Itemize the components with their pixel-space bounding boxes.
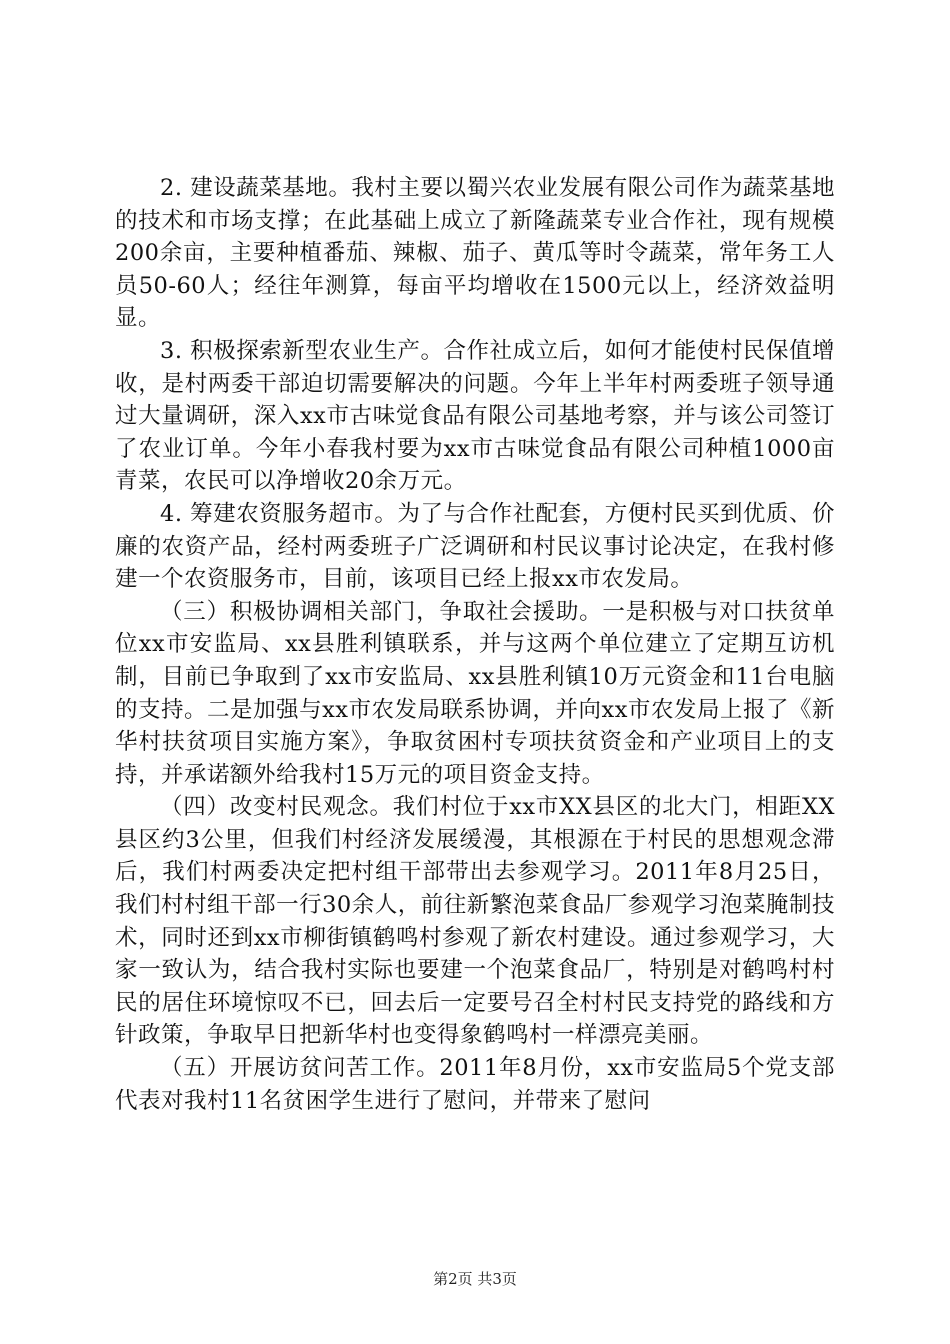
document-body	[115, 172, 835, 1117]
paragraph-vegetable-base: 2. 建设蔬菜基地。我村主要以蜀兴农业发展有限公司作为蔬菜基地的技术和市场支撑；在此基础上成立了新隆蔬菜专业合作社，现有规模200余亩，主要种植番茄、辣椒、茄子、黄瓜等时令蔬菜，常年务工人员50-60人；经往年测算，每亩平均增收在1500元以上，经济效益明显。	[115, 175, 835, 332]
paragraph-change-concepts: （四）改变村民观念。我们村位于xx市XX县区的北大门，相距XX县区约3公里，但我们村经济发展缓漫，其根源在于村民的思想观念滞后，我们村两委决定把村组干部带出去参观学习。2011年8月25日，我们村村组干部一行30余人，前往新繁泡菜食品厂参观学习泡菜腌制技术，同时还到xx市柳街镇鹤鸣村参观了新农村建设。通过参观学习，大家一致认为，结合我村实际也要建一个泡菜食品厂，特别是对鹤鸣村村民的居住环境惊叹不已，回去后一定要号召全村村民支持党的路线和方针政策，争取早日把新华村也变得象鹤鸣村一样漂亮美丽。	[115, 794, 835, 1049]
page-footer: 第2页 共3页	[433, 1270, 517, 1288]
paragraph-new-agriculture: 3. 积极探索新型农业生产。合作社成立后，如何才能使村民保值增收，是村两委干部迫切需要解决的问题。今年上半年村两委班子领导通过大量调研，深入xx市古味觉食品有限公司基地考察，并与该公司签订了农业订单。今年小春我村要为xx市古味觉食品有限公司种植1000亩青菜，农民可以净增收20余万元。	[115, 337, 835, 495]
paragraph-supply-supermarket: 4. 筹建农资服务超市。为了与合作社配套，方便村民买到优质、价廉的农资产品，经村两委班子广泛调研和村民议事讨论决定，在我村修建一个农资服务市，目前，该项目已经上报xx市农发局。	[115, 500, 835, 593]
paragraph-social-assistance: （三）积极协调相关部门，争取社会援助。一是积极与对口扶贫单位xx市安监局、xx县胜利镇联系，并与这两个单位建立了定期互访机制，目前已争取到了xx市安监局、xx县胜利镇10万元资金和11台电脑的支持。二是加强与xx市农发局联系协调，并向xx市农发局上报了《新华村扶贫项目实施方案》，争取贫困村专项扶贫资金和产业项目上的支持，并承诺额外给我村15万元的项目资金支持。	[115, 598, 835, 788]
paragraph-poverty-visits: （五）开展访贫问苦工作。2011年8月份，xx市安监局5个党支部代表对我村11名贫困学生进行了慰问，并带来了慰问	[115, 1055, 835, 1114]
